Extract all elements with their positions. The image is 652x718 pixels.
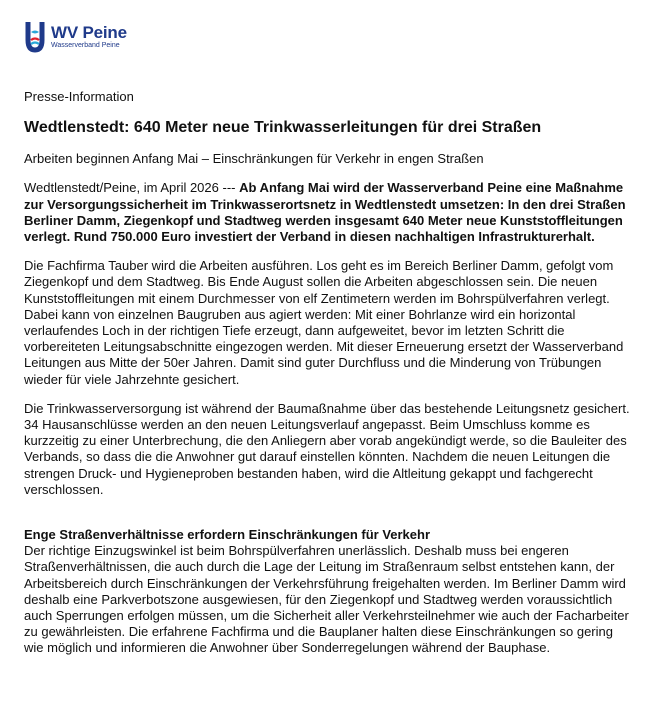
body-paragraph-2: Die Trinkwasserversorgung ist während der Baumaßnahme über das bestehende Leitungsnetz gesichert. 34 Hausanschlüsse werden an den neuen Leitungsverlauf angepasst. Beim Umschluss komme es kurzzeitig zu einer Unterbrechung, die den Anliegern aber vorab angekündigt werde, so die Bauleiter des Verbands, so dass die die Anwohner gut darauf einstellen könnten. Nachdem die neuen Leitungen die strengen Druck- und Hygieneproben bestanden haben, wird die Altleitung gekappt und fachgerecht verschlossen. bbox=[24, 400, 630, 497]
lead-paragraph bbox=[24, 180, 632, 245]
section-heading: Enge Straßenverhältnisse erfordern Einschränkungen für Verkehr bbox=[24, 527, 431, 543]
dateline: Wedtlenstedt/Peine, im April 2026 --- bbox=[24, 180, 240, 196]
page-title: Wedtlenstedt: 640 Meter neue Trinkwasserleitungen für drei Straßen bbox=[24, 119, 542, 137]
lead-summary: Ab Anfang Mai wird der Wasserverband Peine eine Maßnahme zur Versorgungssicherheit im Trinkwasserortsnetz in Wedtlenstedt umsetzen: In den drei Straßen Berliner Damm, Ziegenkopf und Stadtweg werden insgesamt 640 Meter neue Kunststoffleitungen verlegt. Rund 750.000 Euro investiert der Verband in diesen nachhaltigen Infrastrukturerhalt. bbox=[24, 180, 626, 245]
subtitle: Arbeiten beginnen Anfang Mai – Einschränkungen für Verkehr in engen Straßen bbox=[24, 151, 484, 167]
logo bbox=[24, 18, 127, 54]
document-type: Presse-Information bbox=[24, 89, 134, 104]
logo-subtitle: Wasserverband Peine bbox=[51, 41, 120, 49]
body-paragraph-3: Der richtige Einzugswinkel ist beim Bohrspülverfahren unerlässlich. Deshalb muss bei engeren Straßenverhältnissen, die auch durch die Lage der Leitung im Straßenraum selbst entstehen kann, der Arbeitsbereich durch Einschränkungen der Verkehrsführung freigehalten werden. Im Berliner Damm wird deshalb eine Parkverbotszone ausgewiesen, für den Ziegenkopf und Stadtweg werden voraussichtlich auch Sperrungen erfolgen müssen, um die Sicherheit aller Verkehrsteilnehmer wie auch der Facharbeiter zu gewährleisten. Die erfahrene Fachfirma und die Bauplaner halten diese Einschränkungen so gering wie möglich und informieren die Anwohner über Sonderregelungen während der Bauphase. bbox=[24, 543, 629, 656]
wv-peine-logo-icon bbox=[24, 18, 46, 54]
body-paragraph-1: Die Fachfirma Tauber wird die Arbeiten ausführen. Los geht es im Bereich Berliner Damm, gefolgt vom Ziegenkopf und dem Stadtweg. Bis Ende August sollen die Arbeiten abgeschlossen sein. Die neuen Kunststoffleitungen mit einem Durchmesser von elf Zentimetern werden im Bohrspülverfahren verlegt. Dabei kann von einzelnen Baugruben aus agiert werden: Mit einer Bohrlanze wird ein horizontal verlaufendes Loch in der richtigen Tiefe erzeugt, dann aufgeweitet, bevor im letzten Schritt die vorbereiteten Leitungsabschnitte eingezogen werden. Mit dieser Erneuerung ersetzt der Wasserverband Leitungen aus Mitte der 50er Jahren. Damit sind guter Durchfluss und die Minderung von Trübungen wieder für viele Jahrzehnte gesichert. bbox=[24, 258, 624, 387]
press-release bbox=[24, 89, 632, 670]
logo-name: WV Peine bbox=[51, 22, 127, 42]
